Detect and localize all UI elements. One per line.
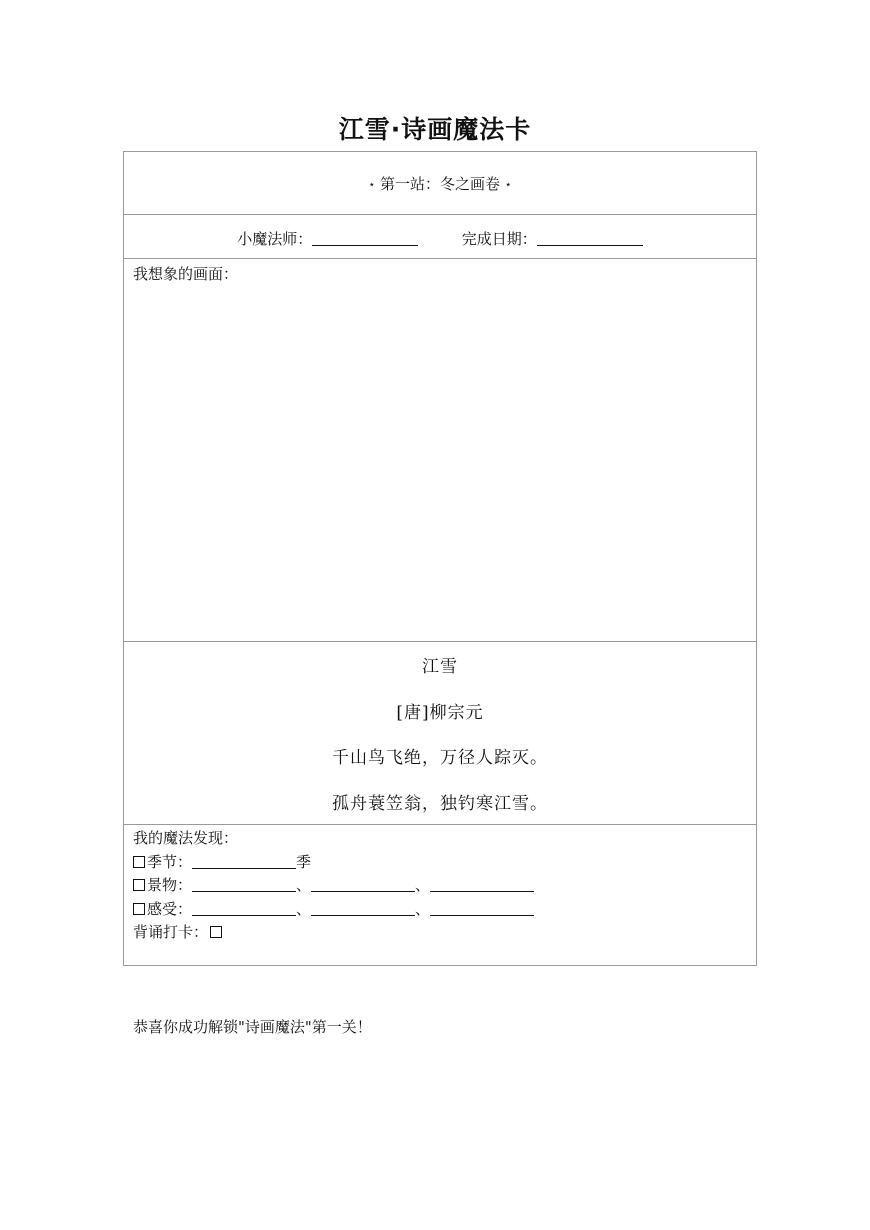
- drawing-area[interactable]: [124, 259, 756, 642]
- feeling-label: 感受：: [147, 899, 193, 918]
- season-suffix: 季: [296, 852, 312, 871]
- info-row: [124, 215, 756, 259]
- scenery-label: 景物：: [147, 876, 193, 894]
- recite-label: 背诵打卡：: [133, 923, 209, 941]
- discovery-section: [124, 825, 756, 967]
- station-text: 第一站：冬之画卷: [379, 175, 500, 193]
- page-title: 江雪·诗画魔法卡: [338, 115, 532, 144]
- feeling-blank-1[interactable]: [192, 901, 296, 916]
- station-heading: [124, 173, 756, 194]
- feeling-item: [133, 898, 534, 922]
- scenery-item: [133, 874, 534, 898]
- poem-line-1: 千山鸟飞绝，万径人踪灭。: [332, 748, 548, 768]
- poem-author: [唐]柳宗元: [396, 703, 484, 723]
- wizard-name-label: 小魔法师：: [237, 230, 313, 248]
- feeling-blank-2[interactable]: [311, 901, 415, 916]
- station-row: [124, 152, 756, 215]
- completion-date-blank[interactable]: [537, 231, 643, 246]
- imagine-label: 我想象的画面：: [133, 265, 239, 283]
- season-item: [133, 851, 534, 875]
- scenery-checkbox[interactable]: [133, 879, 145, 891]
- scenery-blank-3[interactable]: [430, 877, 534, 892]
- poem-section: [124, 642, 756, 825]
- separator: 、: [415, 876, 431, 894]
- feeling-checkbox[interactable]: [133, 903, 145, 915]
- separator: 、: [415, 899, 431, 918]
- recite-item: [133, 921, 534, 945]
- scenery-blank-1[interactable]: [192, 877, 296, 892]
- discovery-heading: 我的魔法发现：: [133, 829, 239, 847]
- feeling-blank-3[interactable]: [430, 901, 534, 916]
- season-checkbox[interactable]: [133, 856, 145, 868]
- poem-title: 江雪: [422, 657, 458, 677]
- season-label: 季节：: [147, 852, 193, 871]
- season-blank[interactable]: [192, 854, 296, 869]
- star-icon: ⋆: [368, 178, 376, 191]
- separator: 、: [296, 876, 312, 894]
- star-icon: ⋆: [504, 178, 512, 191]
- poem-line-2: 孤舟蓑笠翁，独钓寒江雪。: [332, 794, 548, 814]
- completion-date-label: 完成日期：: [461, 230, 537, 248]
- scenery-blank-2[interactable]: [311, 877, 415, 892]
- wizard-name-blank[interactable]: [312, 231, 418, 246]
- congrats-message: 恭喜你成功解锁"诗画魔法"第一关！: [133, 1018, 372, 1036]
- magic-card: [123, 151, 757, 966]
- separator: 、: [296, 899, 312, 918]
- recite-checkbox[interactable]: [210, 926, 222, 938]
